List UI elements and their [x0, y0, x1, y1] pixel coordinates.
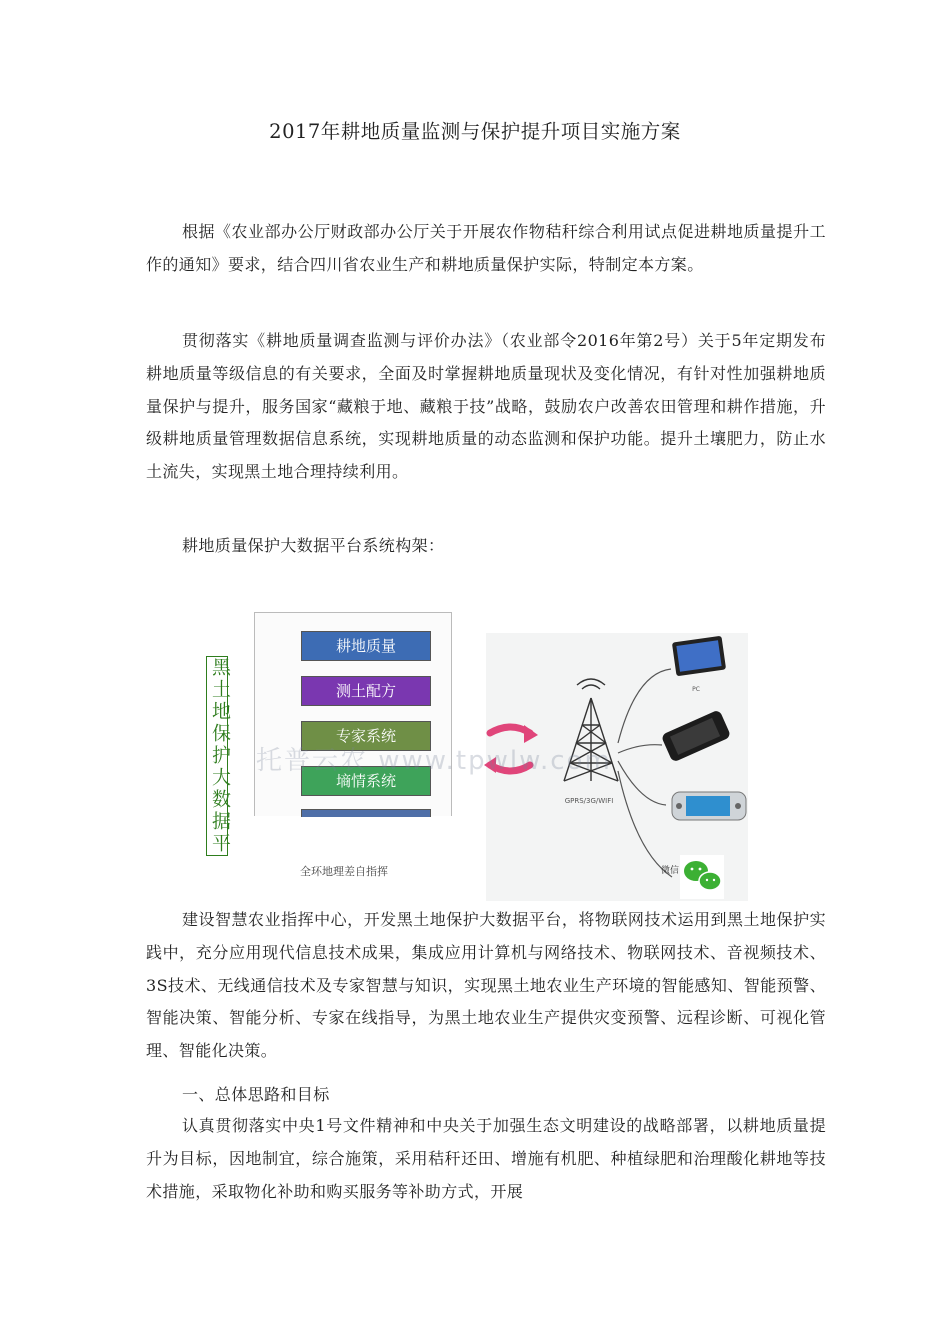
platform-vertical-label-text: 黑土地保护大数据平 — [209, 657, 231, 855]
intro-paragraph: 根据《农业部办公厅财政部办公厅关于开展农作物秸秆综合利用试点促进耕地质量提升工作的通知》要求，结合四川省农业生产和耕地质量保护实际，特制定本方案。 — [146, 222, 826, 274]
tablet-label: PC — [692, 686, 700, 693]
tower-label: GPRS/3G/WIFI — [564, 797, 614, 805]
watermark: 托普云农 www.tpwlw.com — [256, 746, 612, 776]
handheld-icon — [672, 792, 746, 820]
platform-vertical-label — [206, 656, 231, 856]
objective-paragraph: 贯彻落实《耕地质量调查监测与评价办法》（农业部令2016年第2号）关于5年定期发布耕地质量等级信息的有关要求，全面及时掌握耕地质量现状及变化情况，有针对性加强耕地质量保护与提升，服务国家“藏粮于地、藏粮于技”战略，鼓励农户改善农田管理和耕作措施，升级耕地质量管理数据信息系统，实现耕地质量的动态监测和保护功能。提升土壤肥力，防止水土流失，实现黑土地合理持续利用。 — [146, 331, 826, 482]
module-box-soil-quality: 耕地质量 — [301, 631, 431, 661]
section-heading: 一、总体思路和目标 — [182, 1085, 330, 1104]
smart-agriculture-paragraph: 建设智慧农业指挥中心，开发黑土地保护大数据平台，将物联网技术运用到黑土地保护实践中，充分应用现代信息技术成果，集成应用计算机与网络技术、物联网技术、音视频技术、3S技术、无线通信技术及专家智慧与知识，实现黑土地农业生产环境的智能感知、智能预警、智能决策、智能分析、专家在线指导，为黑土地农业生产提供灾变预警、远程诊断、可视化管理、智能化决策。 — [146, 910, 826, 1061]
smartphone-icon — [661, 709, 732, 762]
module-box-partial — [301, 809, 431, 817]
wechat-icon — [680, 855, 724, 899]
document-title: 2017年耕地质量监测与保护提升项目实施方案 — [269, 120, 681, 143]
module-box-soil-testing: 测土配方 — [301, 676, 431, 706]
architecture-heading-paragraph: 耕地质量保护大数据平台系统构架： — [182, 536, 445, 555]
section-paragraph: 认真贯彻落实中央1号文件精神和中央关于加强生态文明建设的战略部署，以耕地质量提升为目标，因地制宜，综合施策，采用秸秆还田、增施有机肥、种植绿肥和治理酸化耕地等技术措施，采取物化补助和购买服务等补助方式，开展 — [146, 1116, 826, 1201]
module-box-expert-system: 专家系统 — [301, 721, 431, 751]
module-box-moisture-system: 墒情系统 — [301, 766, 431, 796]
module-stack-caption: 全环地理差自指挥 — [300, 865, 388, 878]
module-stack — [254, 612, 452, 816]
wechat-label: 微信 — [660, 866, 680, 876]
tablet-icon — [672, 636, 726, 677]
